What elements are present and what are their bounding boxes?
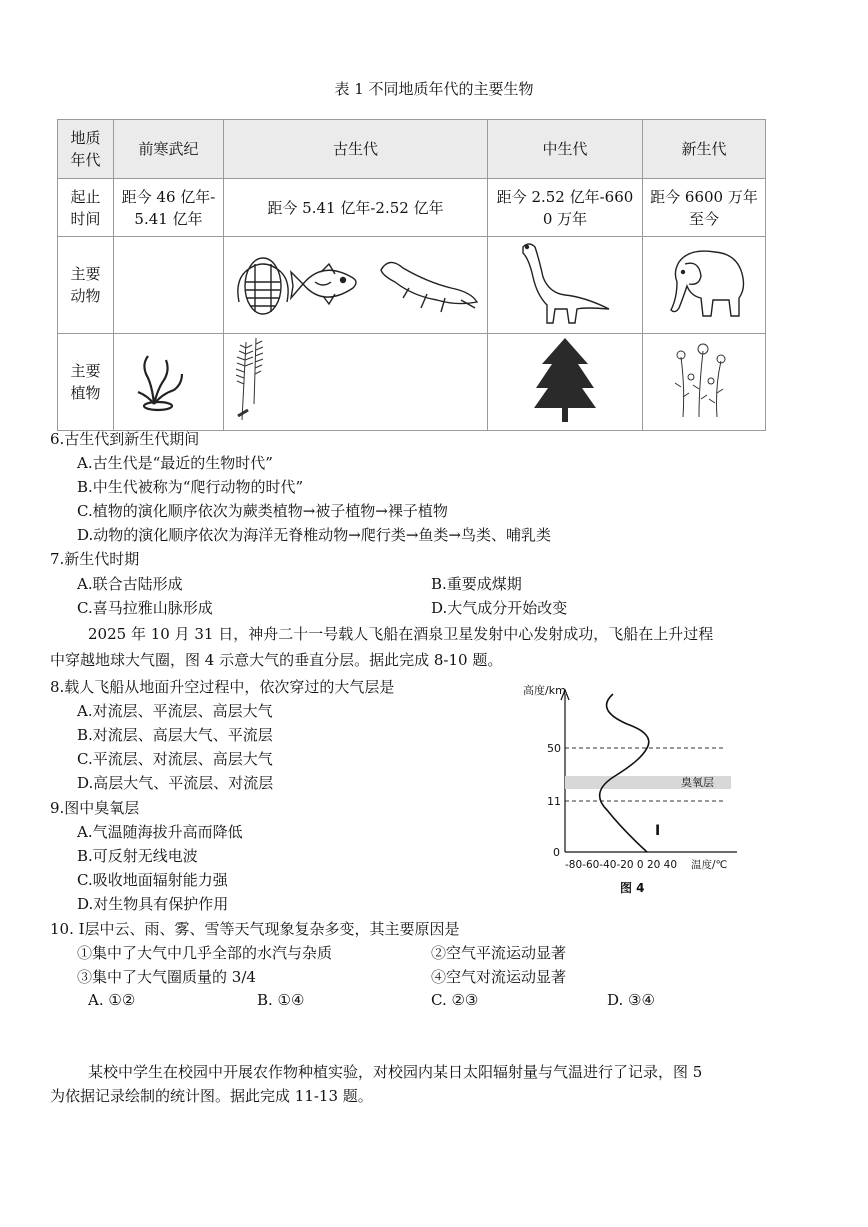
intro-8-10-line-1: 2025 年 10 月 31 日，神舟二十一号载人飞船在酒泉卫星发射中心发射成功，飞船在上升过程 <box>88 625 714 643</box>
conifer-tree-icon <box>530 334 600 424</box>
q7-option-d: D.大气成分开始改变 <box>431 599 568 617</box>
plants-precambrian <box>114 334 224 431</box>
plants-label-2: 植物 <box>70 384 101 402</box>
paleozoic-animals-illustration <box>231 242 481 322</box>
q7-option-a: A.联合古陆形成 <box>77 575 183 593</box>
q7-stem: 7.新生代时期 <box>50 550 140 568</box>
plants-paleozoic <box>224 334 488 431</box>
figure4-ylabel: 高度/km <box>523 684 566 697</box>
time-label-cell <box>58 179 114 237</box>
fish-icon <box>291 264 356 304</box>
time-label-1: 起止 <box>70 187 101 206</box>
q6-stem: 6.古生代到新生代期间 <box>50 430 200 448</box>
q7-option-b: B.重要成煤期 <box>431 575 522 593</box>
time-cenozoic-1: 距今 6600 万年 <box>650 187 758 206</box>
crocodile-icon <box>381 262 477 312</box>
header-paleozoic: 古生代 <box>224 120 488 179</box>
plants-mesozoic <box>488 334 643 431</box>
q8-option-a: A.对流层、平流层、高层大气 <box>77 702 273 720</box>
figure4-xlabel: 温度/℃ <box>691 859 728 871</box>
q8-stem: 8.载人飞船从地面升空过程中，依次穿过的大气层是 <box>50 678 395 696</box>
flowering-plants-icon <box>669 337 739 422</box>
animals-cenozoic <box>643 237 766 334</box>
figure4-xticks: -80-60-40-20 0 20 40 <box>565 859 678 871</box>
q6-option-a: A.古生代是“最近的生物时代” <box>77 454 273 472</box>
figure4-ytick-50: 50 <box>547 742 561 755</box>
animals-label-2: 动物 <box>70 287 101 305</box>
q6-option-c: C.植物的演化顺序依次为蕨类植物→被子植物→裸子植物 <box>77 502 448 520</box>
animals-paleozoic <box>224 237 488 334</box>
header-precambrian: 前寒武纪 <box>114 120 224 179</box>
time-precambrian-1: 距今 46 亿年- <box>121 187 216 206</box>
q9-option-b: B.可反射无线电波 <box>77 847 198 865</box>
intro-8-10-line-2: 中穿越地球大气圈，图 4 示意大气的垂直分层。据此完成 8-10 题。 <box>50 651 503 669</box>
plants-label-cell <box>58 334 114 431</box>
geologic-era-table <box>57 119 766 431</box>
table-header-row <box>58 120 766 179</box>
figure4-layer-label: I <box>655 823 661 839</box>
figure-4-atmosphere-chart <box>515 680 745 902</box>
q7-option-c: C.喜马拉雅山脉形成 <box>77 599 213 617</box>
q9-option-d: D.对生物具有保护作用 <box>77 895 229 913</box>
animals-label-1: 主要 <box>70 265 101 283</box>
intro-11-13-line-1: 某校中学生在校园中开展农作物种植实验，对校园内某日太阳辐射量与气温进行了记录，图 5 <box>88 1063 703 1081</box>
temperature-curve <box>600 694 649 852</box>
q10-item-4: ④空气对流运动显著 <box>431 968 567 986</box>
figure4-ytick-11: 11 <box>547 795 561 808</box>
time-mesozoic-1: 距今 2.52 亿年-660 <box>496 187 634 206</box>
q8-option-c: C.平流层、对流层、高层大气 <box>77 750 273 768</box>
time-precambrian-2: 5.41 亿年 <box>134 209 203 228</box>
time-mesozoic <box>488 179 643 237</box>
header-label-cell <box>58 120 114 179</box>
time-cenozoic <box>643 179 766 237</box>
q10-option-c: C. ②③ <box>431 991 479 1009</box>
q10-item-1: ①集中了大气中几乎全部的水汽与杂质 <box>77 944 333 962</box>
figure4-ytick-0: 0 <box>553 846 560 859</box>
animals-mesozoic <box>488 237 643 334</box>
dinosaur-icon <box>515 237 615 327</box>
animals-row <box>58 237 766 334</box>
time-mesozoic-2: 0 万年 <box>542 209 588 228</box>
q10-option-b: B. ①④ <box>257 991 305 1009</box>
q10-item-2: ②空气平流运动显著 <box>431 944 567 962</box>
figure4-caption: 图 4 <box>620 881 645 895</box>
q10-item-3: ③集中了大气圈质量的 3/4 <box>77 968 256 986</box>
q8-option-b: B.对流层、高层大气、平流层 <box>77 726 273 744</box>
q9-option-a: A.气温随海拔升高而降低 <box>77 823 243 841</box>
time-paleozoic: 距今 5.41 亿年-2.52 亿年 <box>224 179 488 237</box>
header-line-2: 年代 <box>70 151 101 169</box>
q10-option-d: D. ③④ <box>607 991 655 1009</box>
q6-option-d: D.动物的演化顺序依次为海洋无脊椎动物→爬行类→鱼类→鸟类、哺乳类 <box>77 526 551 544</box>
table-caption: 表 1 不同地质年代的主要生物 <box>334 80 534 98</box>
header-line-1: 地质 <box>70 129 101 147</box>
header-cenozoic: 新生代 <box>643 120 766 179</box>
header-mesozoic: 中生代 <box>488 120 643 179</box>
time-cenozoic-2: 至今 <box>688 209 719 228</box>
animals-label-cell <box>58 237 114 334</box>
plants-row <box>58 334 766 431</box>
q8-option-d: D.高层大气、平流层、对流层 <box>77 774 274 792</box>
q10-option-a: A. ①② <box>88 991 136 1009</box>
q6-option-b: B.中生代被称为“爬行动物的时代” <box>77 478 304 496</box>
time-label-2: 时间 <box>70 209 101 228</box>
algae-icon <box>124 344 214 414</box>
elephant-icon <box>659 242 749 322</box>
plants-label-1: 主要 <box>70 362 101 380</box>
animals-precambrian <box>114 237 224 334</box>
q9-stem: 9.图中臭氧层 <box>50 799 140 817</box>
time-precambrian <box>114 179 224 237</box>
fern-icon <box>224 334 284 424</box>
time-row <box>58 179 766 237</box>
intro-11-13-line-2: 为依据记录绘制的统计图。据此完成 11-13 题。 <box>50 1087 373 1105</box>
plants-cenozoic <box>643 334 766 431</box>
figure4-ozone-label: 臭氧层 <box>681 776 714 789</box>
q10-stem: 10. Ⅰ层中云、雨、雾、雪等天气现象复杂多变，其主要原因是 <box>50 920 460 938</box>
q9-option-c: C.吸收地面辐射能力强 <box>77 871 228 889</box>
trilobite-icon <box>237 258 287 314</box>
